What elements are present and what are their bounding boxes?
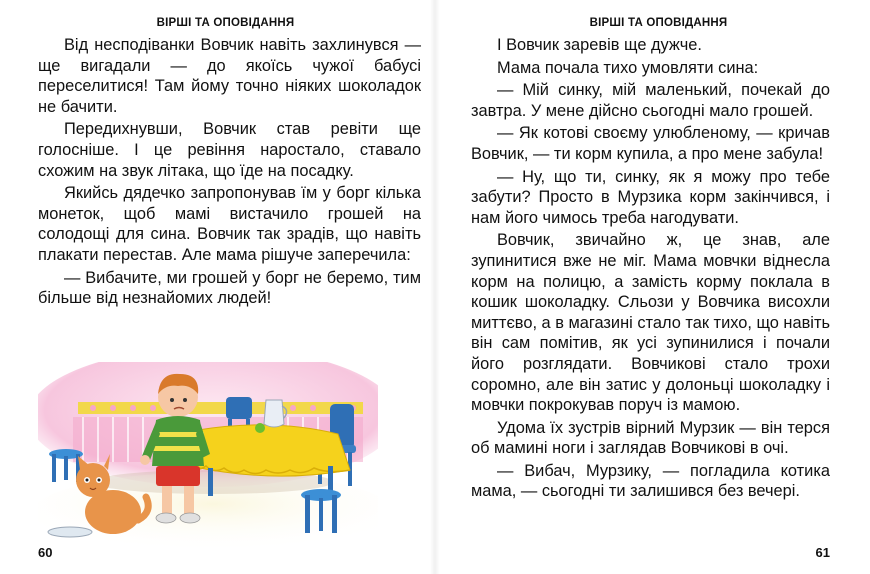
stool (301, 489, 341, 533)
wall-border (78, 402, 363, 414)
running-head: ВІРШІ ТА ОПОВІДАННЯ (589, 17, 728, 29)
page-number: 60 (38, 545, 53, 560)
body-text (447, 35, 830, 502)
paragraph: — Вибач, Мурзику, — погладила котика мама, — сьогодні ти залишився без вечері. (471, 461, 830, 501)
paragraph: Від несподіванки Вовчик навіть захлинувся — ще вигадали — до якоїсь чужої бабусі переселитися! Там йому точно ніяких шоколадок не бачити. (38, 36, 421, 116)
paragraph: — Ну, що ти, синку, як я можу про тебе забути? Просто в Мурзика корм закінчився, і нам його чимось треба нагодувати. (471, 167, 830, 227)
paragraph: Удома їх зустрів вірний Мурзик — він терся об мамині ноги і заглядав Вовчикові в очі. (471, 418, 830, 458)
bowl (48, 527, 92, 537)
boy-with-cat-and-table-illustration (38, 362, 378, 547)
paragraph: Вовчик, звичайно ж, це знав, але зупинитися вже не міг. Мама мовчки віднесла корм на полицю, а замість корму поклала в кошик шоколадку. Сльози у Вовчика висохли миттєво, а в магазині стало так тихо, що навіть він сам помітив, як усі зупинилися і почали його розглядати. Вовчикові стало трохи соромно, але він затис у долоньці шоколадку і мовчки покрокував поруч із мамою. (471, 231, 830, 415)
paragraph: — Як котові своєму улюбленому, — кричав Вовчик, — ти корм купила, а про мене забула! (471, 124, 830, 163)
book-gutter (430, 0, 440, 574)
paragraph: Якийсь дядечко запропонував їм у борг кілька монеток, щоб мамі вистачило грошей на солодощі для сина. Вовчик так зрадів, що навіть плакати перестав. Але мама рішуче заперечила: (38, 184, 421, 264)
paragraph: Мама почала тихо умовляти сина: (497, 58, 759, 77)
body-text (38, 35, 421, 309)
right-page (435, 0, 870, 574)
paragraph: — Мій синку, мій маленький, почекай до завтра. У мене дійсно сьогодні мало грошей. (471, 81, 830, 120)
running-head: ВІРШІ ТА ОПОВІДАННЯ (156, 17, 295, 29)
page-number: 61 (815, 545, 830, 560)
paragraph: Передихнувши, Вовчик став ревіти ще голосніше. І це ревіння наростало, ставало схожим на звук літака, що їде на посадку. (38, 120, 421, 180)
paragraph: І Вовчик заревів ще дужче. (497, 36, 702, 54)
apple (255, 423, 265, 433)
paragraph: — Вибачите, ми грошей у борг не беремо, тим більше від незнайомих людей! (38, 268, 421, 308)
